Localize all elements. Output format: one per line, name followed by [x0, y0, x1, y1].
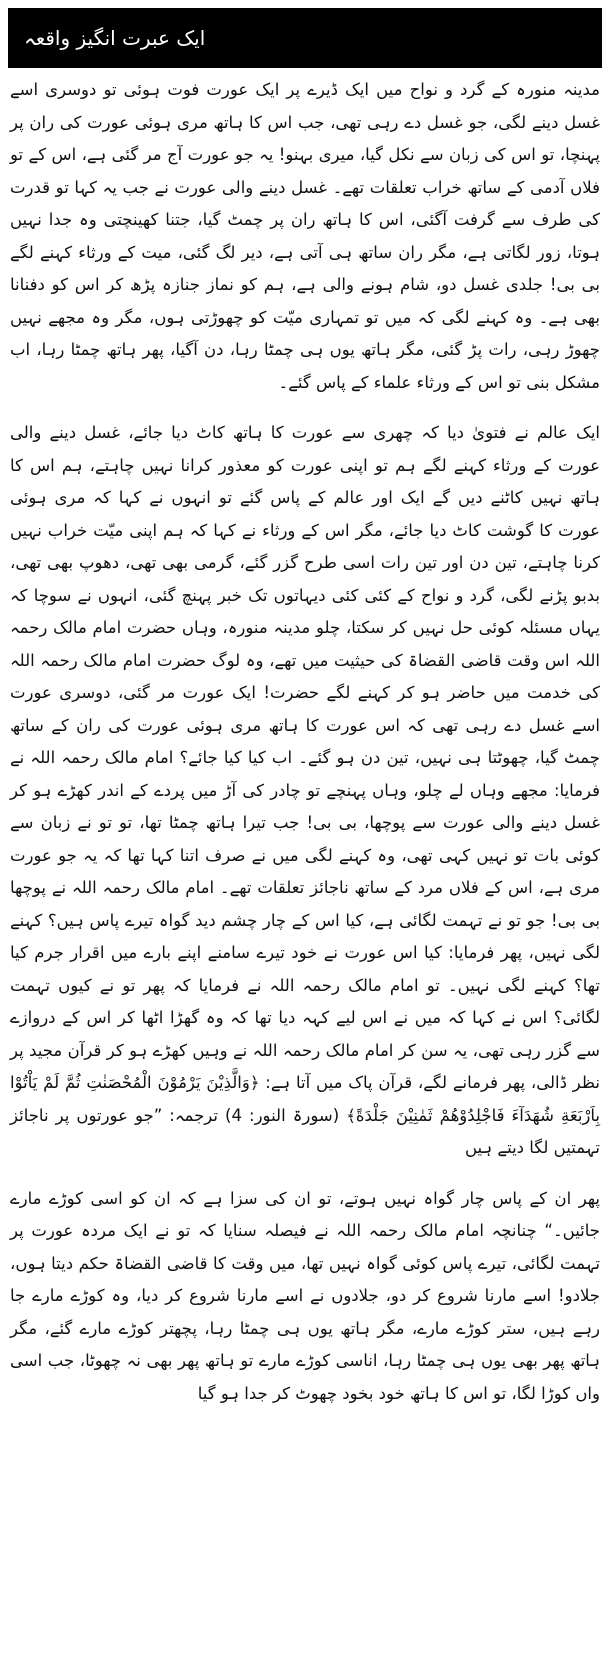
paragraph-3: پھر ان کے پاس چار گواہ نہیں ہوتے، تو ان کی سزا ہے کہ ان کو اسی کوڑے مارے جائیں۔“ چنانچہ امام مالک رحمہ اللہ نے فیصلہ سنایا کہ تو نے ایک مردہ عورت پر تہمت لگائی، تیرے پاس کوئی گواہ نہیں تھا، میں وقت کا قاضی القضاۃ حکم دیتا ہوں، جلادو! اسے مارنا شروع کر دو، جلادوں نے اسے مارنا شروع کر دیا، وہ کوڑے مارے جا رہے ہیں، ستر کوڑے مارے، مگر ہاتھ یوں ہی چمٹا رہا، پچھتر کوڑے مارے گئے، مگر ہاتھ پھر بھی یوں ہی چمٹا رہا، اناسی کوڑے مارے تو ہاتھ پھر بھی نہ چھوٹا، جب اسی واں کوڑا لگا، تو اس کا ہاتھ خود بخود چھوٹ کر جدا ہو گیا	[10, 1188, 600, 1403]
paragraph-1: مدینہ منورہ کے گرد و نواح میں ایک ڈیرے پر ایک عورت فوت ہوئی تو دوسری اسے غسل دینے لگی، جو غسل دے رہی تھی، جب اس کا ہاتھ مری ہوئی عورت کی ران پر پہنچا، تو اس کی زبان سے نکل گیا، میری بہنو! یہ جو عورت آج مر گئی ہے، اس کے تو فلاں آدمی کے ساتھ خراب تعلقات تھے۔ غسل دینے والی عورت نے جب یہ کہا تو قدرت کی طرف سے گرفت آگئی، اس کا ہاتھ ران پر چمٹ گیا، جتنا کھینچتی وہ جدا نہیں ہوتا، زور لگاتی ہے، مگر ران ساتھ ہی آتی ہے، دیر لگ گئی، میت کے ورثاء کہنے لگے بی بی! جلدی غسل دو، شام ہونے والی ہے، ہم کو نماز جنازہ پڑھ کر اس کو دفنانا بھی ہے۔ وہ کہنے لگی کہ میں تو تمہاری میّت کو چھوڑتی ہوں، مگر وہ مجھے نہیں چھوڑ رہی، رات پڑ گئی، مگر ہاتھ یوں ہی چمٹا رہا، دن آگیا، پھر ہاتھ چمٹا رہا، اب مشکل بنی تو اس کے ورثاء علماء کے پاس گئے۔	[10, 80, 600, 392]
article-title: ایک عبرت انگیز واقعہ	[24, 26, 206, 50]
paragraph-2: ایک عالم نے فتویٰ دیا کہ چھری سے عورت کا ہاتھ کاٹ دیا جائے، غسل دینے والی عورت کے ورثاء کہنے لگے ہم تو اپنی عورت کو معذور کرانا نہیں چاہتے، ہم اس کا ہاتھ نہیں کاٹنے دیں گے ایک اور عالم کے پاس گئے تو انہوں نے کہا کہ مری ہوئی عورت کا گوشت کاٹ دیا جائے، مگر اس کے ورثاء نے کہا کہ ہم اپنی میّت خراب نہیں کرنا چاہتے، تین دن اور تین رات اسی طرح گزر گئے، گرمی بھی تھی، دھوپ بھی تھی، بدبو پڑنے لگی، گرد و نواح کے کئی کئی دیہاتوں تک خبر پہنچ گئی، انہوں نے سوچا کہ یہاں مسئلہ کوئی حل نہیں کر سکتا، چلو مدینہ منورہ، وہاں حضرت امام مالک رحمہ اللہ اس وقت قاضی القضاۃ کی حیثیت میں تھے، وہ لوگ حضرت امام مالک رحمہ اللہ کی خدمت میں حاضر ہو کر کہنے لگے حضرت! ایک عورت مر گئی، دوسری عورت اسے غسل دے رہی تھی کہ اس عورت کا ہاتھ مری ہوئی عورت کی ران کے ساتھ چمٹ گیا، چھوٹتا ہی نہیں، تین دن ہو گئے۔ اب کیا کیا جائے؟ امام مالک رحمہ اللہ نے فرمایا: مجھے وہاں لے چلو، وہاں پہنچے تو چادر کی آڑ میں پردے کے اندر کھڑے ہو کر غسل دینے والی عورت سے پوچھا، بی بی! جب تیرا ہاتھ چمٹا تھا، تو تو نے زبان سے کوئی بات تو نہیں کہی تھی، وہ کہنے لگی میں نے صرف اتنا کہا تھا کہ یہ جو عورت مری ہے، اس کے فلاں مرد کے ساتھ ناجائز تعلقات تھے۔ امام مالک رحمہ اللہ نے پوچھا بی بی! جو تو نے تہمت لگائی ہے، کیا اس کے چار چشم دید گواہ تیرے پاس ہیں؟ کہنے لگی نہیں، پھر فرمایا: کیا اس عورت نے خود تیرے سامنے اپنے بارے میں اقرار جرم کیا تھا؟ کہنے لگی نہیں۔ تو امام مالک رحمہ اللہ نے فرمایا کہ پھر تو نے کیوں تہمت لگائی؟ اس نے کہا کہ میں نے اس لیے کہہ دیا تھا کہ وہ گھڑا اٹھا کر اس کے دروازے سے گزر رہی تھی، یہ سن کر امام مالک رحمہ اللہ نے وہیں کھڑے ہو کر قرآن مجید پر نظر ڈالی، پھر فرمانے لگے، قرآن پاک میں آتا ہے: ﴿وَالَّذِيْنَ يَرْمُوْنَ الْمُحْصَنٰتِ ثُمَّ لَمْ يَاْتُوْا بِاَرْبَعَةِ شُهَدَآءَ فَاجْلِدُوْهُمْ ثَمٰنِيْنَ جَلْدَةً﴾ (سورۃ النور: 4) ترجمہ: ”جو عورتوں پر ناجائز تہمتیں لگا دیتے ہیں	[10, 423, 601, 1157]
article-body	[8, 74, 602, 1410]
article-title-bar	[8, 8, 602, 68]
article	[8, 8, 602, 1410]
